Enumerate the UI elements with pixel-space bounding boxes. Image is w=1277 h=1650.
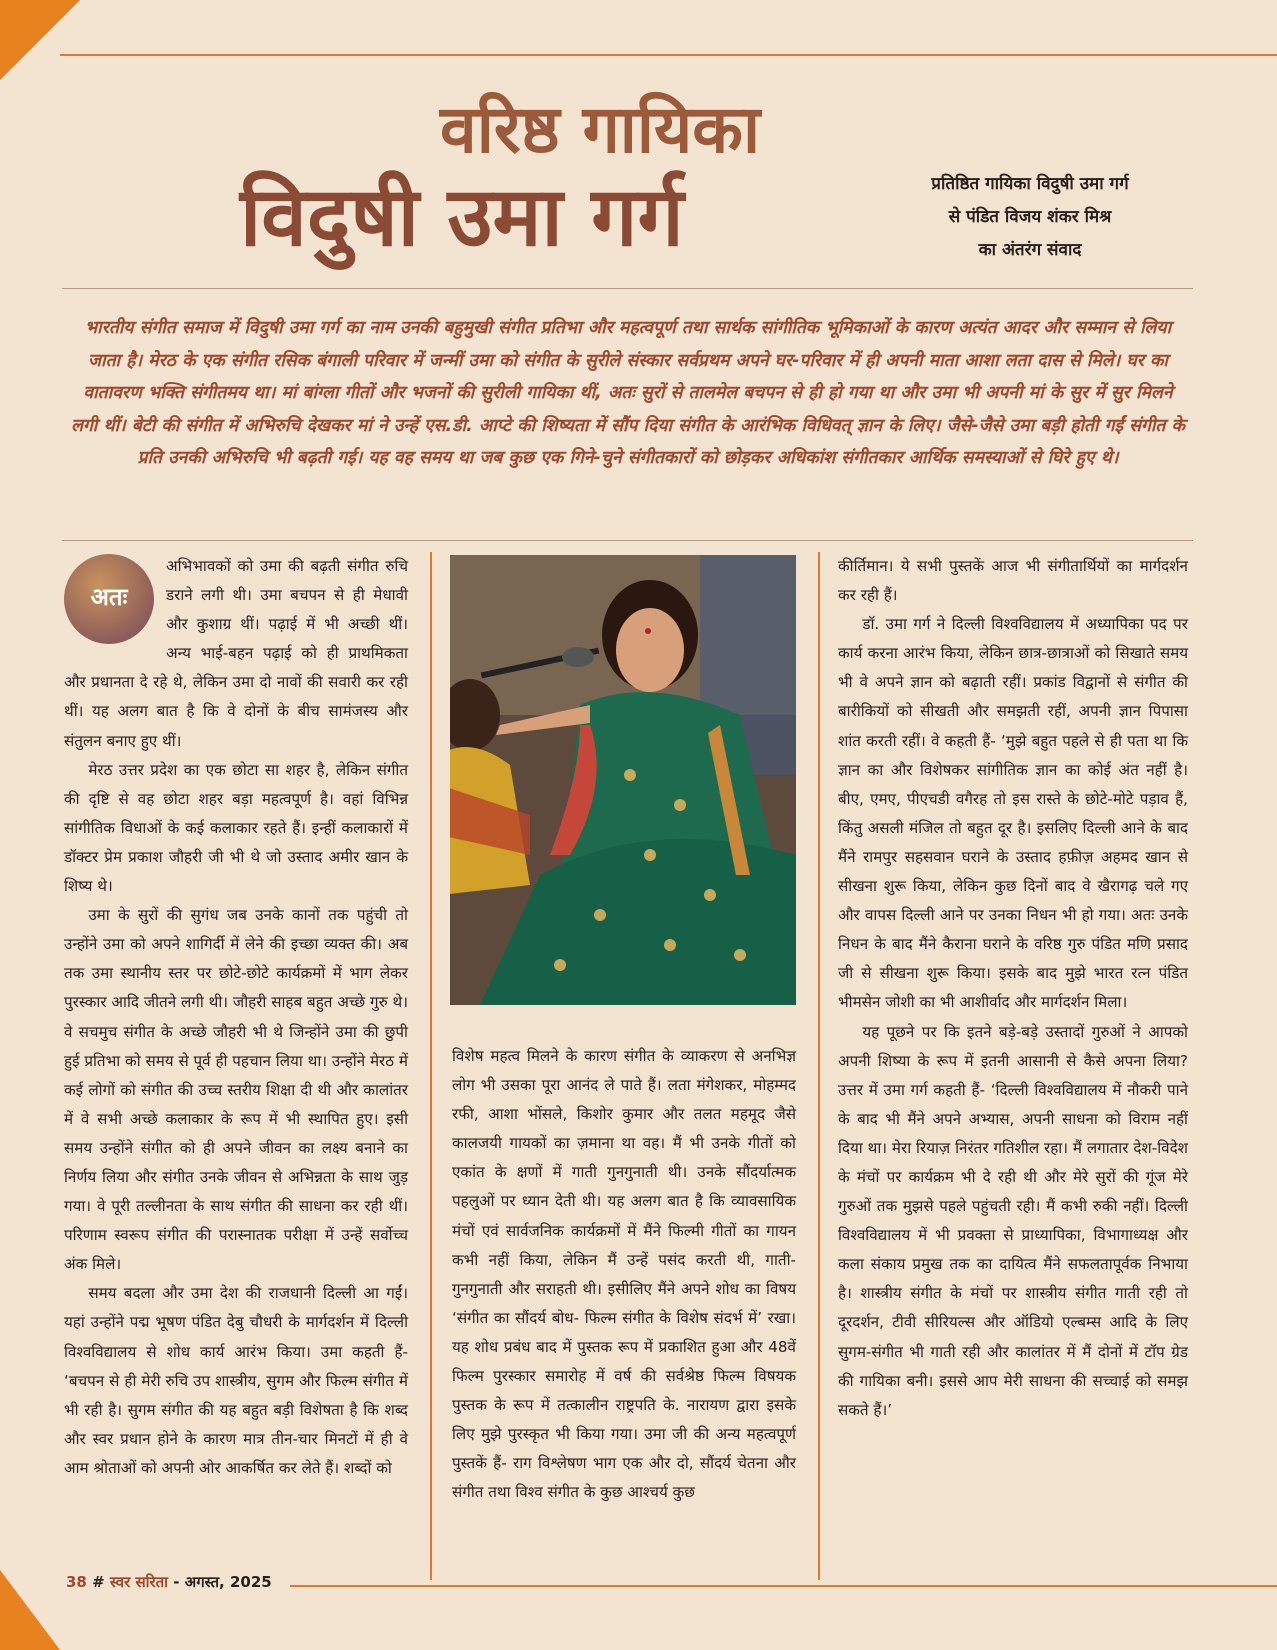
article-column-2 xyxy=(452,1042,796,1508)
footer-hash: # xyxy=(92,1573,105,1591)
paragraph: कीर्तिमान। ये सभी पुस्तकें आज भी संगीतार्थियों का मार्गदर्शन कर रही हैं। xyxy=(838,557,1188,605)
singer-photo xyxy=(450,555,796,1005)
paragraph: यह पूछने पर कि इतने बड़े-बड़े उस्तादों गुरुओं ने आपको अपनी शिष्या के रूप में इतनी आसानी से कैसे अपना लिया? उत्तर में उमा गर्ग कहती हैं- ‘दिल्ली विश्वविद्यालय में नौकरी पाने के बाद भी मैंने अपने अभ्यास, अपनी साधना को विराम नहीं दिया था। मेरा रियाज़ निरंतर गतिशील रहा। मैं लगातार देश-विदेश के मंचों पर कार्यक्रम भी दे रही थी और मेरे सुरों की गूंज मेरे गुरुओं तक मुझसे पहले पहुंचती रही। मैं कभी रुकी नहीं। दिल्ली विश्वविद्यालय में भी प्रवक्ता से प्राध्यापिका, विभागाध्यक्ष और कला संकाय प्रमुख तक का दायित्व मैंने सफलतापूर्वक निभाया है। शास्त्रीय संगीत के मंचों पर शास्त्रीय संगीत गाती रही तो दूरदर्शन, टीवी सीरियल्स और ऑडियो एल्बम्स आदि के लिए सुगम-संगीत भी गाती रही और कालांतर में मैं दोनों में टॉप ग्रेड की गायिका बनी। इससे आप मेरी साधना की सच्चाई को समझ सकते हैं।’ xyxy=(838,1022,1188,1419)
title-line-2: विदुषी उमा गर्ग xyxy=(240,170,684,265)
subtitle-line-3: का अंतरंग संवाद xyxy=(978,240,1082,260)
subtitle xyxy=(880,168,1180,267)
page-footer xyxy=(66,1572,272,1592)
intro-divider xyxy=(62,540,1193,541)
paragraph: समय बदला और उमा देश की राजधानी दिल्ली आ गईं। यहां उन्होंने पद्म भूषण पंडित देबु चौधरी के मार्गदर्शन में दिल्ली विश्वविद्यालय से शोध कार्य आरंभ किया। उमा कहती हैं- ‘बचपन से ही मेरी रुचि उप शास्त्रीय, सुगम और फिल्म संगीत में भी रही है। सुगम संगीत की यह बहुत बड़ी विशेषता है कि शब्द और स्वर प्रधान होने के कारण मात्र तीन-चार मिनटों में ही वे आम श्रोताओं को अपनी ओर आकर्षित कर लेते हैं। शब्दों को xyxy=(64,1284,408,1477)
column-divider-2 xyxy=(818,552,820,1580)
subtitle-line-2: से पंडित विजय शंकर मिश्र xyxy=(948,207,1112,227)
corner-decoration-bottom xyxy=(0,1570,60,1650)
dropcap-badge: अतः xyxy=(64,554,154,644)
subtitle-line-1: प्रतिष्ठित गायिका विदुषी उमा गर्ग xyxy=(931,174,1129,194)
title-line-1: वरिष्ठ गायिका xyxy=(440,91,761,168)
intro-paragraph: भारतीय संगीत समाज में विदुषी उमा गर्ग का नाम उनकी बहुमुखी संगीत प्रतिभा और महत्वपूर्ण तथा सार्थक सांगीतिक भूमिकाओं के कारण अत्यंत आदर और सम्मान से लिया जाता है। मेरठ के एक संगीत रसिक बंगाली परिवार में जन्मीं उमा को संगीत के सुरीले संस्कार सर्वप्रथम अपने घर-परिवार में ही अपनी माता आशा लता दास से मिले। घर का वातावरण भक्ति संगीतमय था। मां बांग्ला गीतों और भजनों की सुरीली गायिका थीं, अतः सुरों से तालमेल बचपन से ही हो गया था और उमा भी अपनी मां के सुर में सुर मिलने लगी थीं। बेटी की संगीत में अभिरुचि देखकर मां ने उन्हें एस.डी. आप्टे की शिष्यता में सौंप दिया संगीत के आरंभिक विधिवत् ज्ञान के लिए। जैसे-जैसे उमा बड़ी होती गईं संगीत के प्रति उनकी अभिरुचि भी बढ़ती गई। यह वह समय था जब कुछ एक गिने-चुने संगीतकारों को छोड़कर अधिकांश संगीतकार आर्थिक समस्याओं से घिरे हुए थे। xyxy=(71,318,1185,468)
paragraph: उमा के सुरों की सुगंध जब उनके कानों तक पहुंची तो उन्होंने उमा को अपने शागिर्दी में लेने की इच्छा व्यक्त की। अब तक उमा स्थानीय स्तर पर छोटे-छोटे कार्यक्रमों में भाग लेकर पुरस्कार आदि जीतने लगी थी। जौहरी साहब बहुत अच्छे गुरु थे। वे सचमुच संगीत के अच्छे जौहरी भी थे जिन्होंने उमा की छुपी हुई प्रतिभा को समय से पूर्व ही पहचान लिया था। उन्होंने मेरठ में कई लोगों को संगीत की उच्च स्तरीय शिक्षा दी थी और कालांतर में वे सभी अच्छे कलाकार के रूप में भी स्थापित हुए। इसी समय उन्होंने संगीत को ही अपने जीवन का लक्ष्य बनाने का निर्णय लिया और संगीत उनके जीवन से अभिन्नता के साथ जुड़ गया। वे पूरी तल्लीनता के साथ संगीत की साधना कर रही थीं। परिणाम स्वरूप संगीत की परास्नातक परीक्षा में उन्हें सर्वोच्च अंक मिले। xyxy=(64,906,408,1274)
paragraph: डॉ. उमा गर्ग ने दिल्ली विश्वविद्यालय में अध्यापिका पद पर कार्य करना आरंभ किया, लेकिन छात्र-छात्राओं को सिखाते समय भी वे अपने ज्ञान को बढ़ाती रहीं। प्रकांड विद्वानों से संगीत की बारीकियों को सीखती और समझती रहीं, अपनी ज्ञान पिपासा शांत करती रहीं। वे कहती हैं- ‘मुझे बहुत पहले से ही पता था कि ज्ञान का और विशेषकर सांगीतिक ज्ञान का कोई अंत नहीं है। बीए, एमए, पीएचडी वगैरह तो इस रास्ते के छोटे-मोटे पड़ाव हैं, किंतु असली मंजिल तो बहुत दूर है। इसलिए दिल्ली आने के बाद मैंने रामपुर सहसवान घराने के उस्ताद हफ़ीज़ अहमद खान से सीखना शुरू किया, लेकिन कुछ दिनों बाद वे खैरागढ़ चले गए और वापस दिल्ली आने पर उनका निधन भी हो गया। अतः उनके निधन के बाद मैंने कैराना घराने के वरिष्ठ गुरु पंडित मणि प्रसाद जी से सीखना शुरू किया। इसके बाद मुझे भारत रत्न पंडित भीमसेन जोशी का भी आशीर्वाद और मार्गदर्शन मिला। xyxy=(838,615,1188,1012)
article-column-1 xyxy=(64,552,408,1483)
photo-illustration xyxy=(450,555,796,1005)
paragraph: अभिभावकों को उमा की बढ़ती संगीत रुचि डराने लगी थी। उमा बचपन से ही मेधावी और कुशाग्र थीं। पढ़ाई में भी अच्छी थीं। अन्य भाई-बहन पढ़ाई को ही प्राथमिकता और प्रधानता दे रहे थे, लेकिन उमा दो नावों की सवारी कर रही थीं। यह अलग बात है कि वे दोनों के बीच सामंजस्य और संतुलन बनाए हुए थीं। xyxy=(64,557,408,750)
page-number: 38 xyxy=(66,1573,87,1591)
corner-decoration-top xyxy=(0,0,80,80)
footer-rule xyxy=(290,1585,1277,1587)
paragraph: विशेष महत्व मिलने के कारण संगीत के व्याकरण से अनभिज्ञ लोग भी उसका पूरा आनंद ले पाते हैं। लता मंगेशकर, मोहम्मद रफी, आशा भोंसले, किशोर कुमार और तलत महमूद जैसे कालजयी गायकों का ज़माना था वह। मैं भी उनके गीतों को एकांत के क्षणों में गाती गुनगुनाती थी। उनके सौंदर्यात्मक पहलुओं पर ध्यान देती थी। यह अलग बात है कि व्यावसायिक मंचों एवं सार्वजनिक कार्यक्रमों में मैंने फिल्मी गीतों का गायन कभी नहीं किया, लेकिन मैं उन्हें पसंद करती थी, गाती-गुनगुनाती और सराहती थी। इसीलिए मैंने अपने शोध का विषय ‘संगीत का सौंदर्य बोध- फिल्म संगीत के विशेष संदर्भ में’ रखा। यह शोध प्रबंध बाद में पुस्तक रूप में प्रकाशित हुआ और 48वें फिल्म पुरस्कार समारोह में वर्ष की सर्वश्रेष्ठ फिल्म विषयक पुस्तक के रूप में तत्कालीन राष्ट्रपति के. नारायण द्वारा इसके लिए मुझे पुरस्कृत भी किया गया। उमा जी की अन्य महत्वपूर्ण पुस्तकें हैं- राग विश्लेषण भाग एक और दो, सौंदर्य चेतना और संगीत तथा विश्व संगीत के कुछ आश्चर्य कुछ xyxy=(452,1047,796,1502)
column-divider-1 xyxy=(430,552,432,1580)
article-column-3 xyxy=(838,552,1188,1425)
top-rule xyxy=(60,54,1277,56)
header-divider xyxy=(62,288,1193,289)
magazine-name: स्वर सरिता xyxy=(109,1573,169,1591)
issue-date: - अगस्त, 2025 xyxy=(173,1573,272,1591)
paragraph: मेरठ उत्तर प्रदेश का एक छोटा सा शहर है, लेकिन संगीत की दृष्टि से वह छोटा शहर बड़ा महत्वपूर्ण है। वहां विभिन्न सांगीतिक विधाओं के कई कलाकार रहते हैं। इन्हीं कलाकारों में डॉक्टर प्रेम प्रकाश जौहरी जी भी थे जो उस्ताद अमीर खान के शिष्य थे। xyxy=(64,760,408,896)
